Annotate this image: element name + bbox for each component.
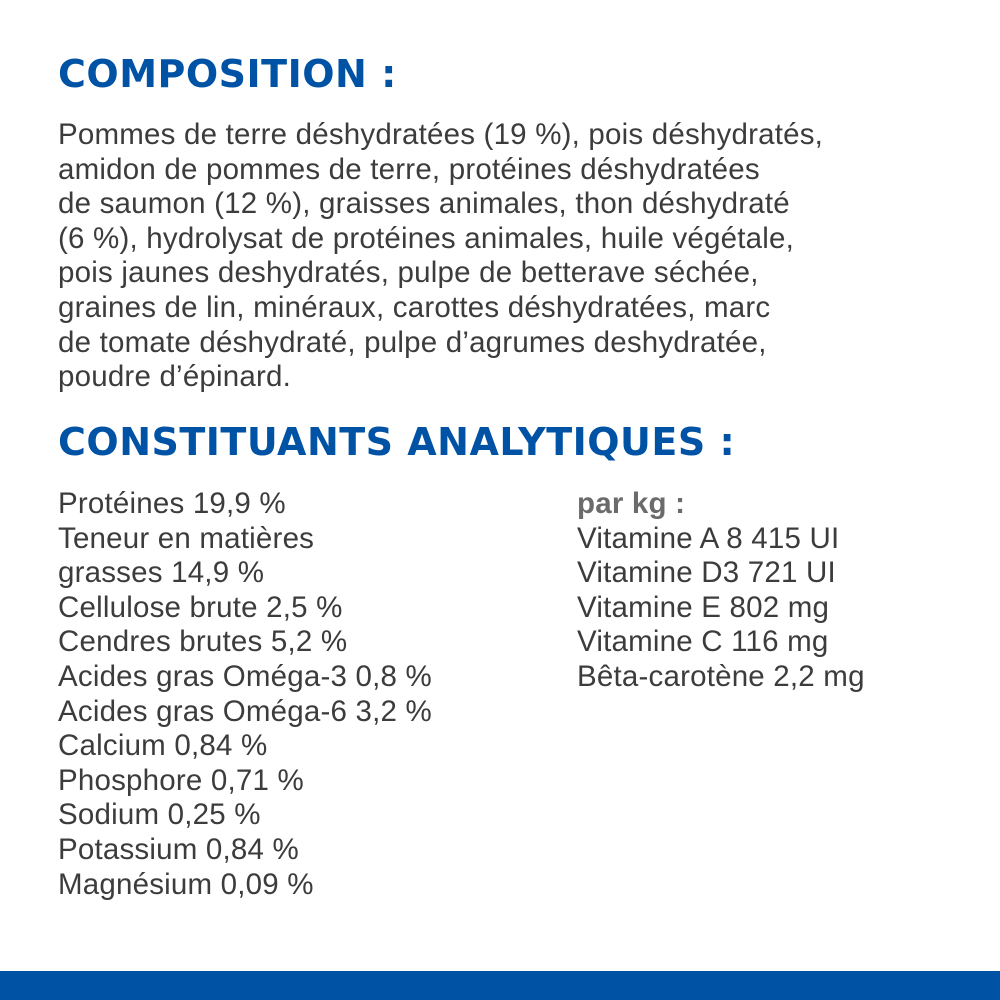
analytical-item: Phosphore 0,71 % bbox=[58, 763, 304, 797]
analytical-item: Acides gras Oméga-6 3,2 % bbox=[58, 694, 432, 728]
composition-line: graines de lin, minéraux, carottes déshydratées, marc bbox=[58, 290, 771, 324]
analytical-constituents-heading: CONSTITUANTS ANALYTIQUES : bbox=[58, 420, 736, 464]
composition-line: de saumon (12 %), graisses animales, thon déshydraté bbox=[58, 187, 790, 221]
analytical-item: Sodium 0,25 % bbox=[58, 798, 261, 832]
analytical-item: Acides gras Oméga-3 0,8 % bbox=[58, 659, 432, 693]
footer-bar bbox=[0, 971, 1000, 1000]
analytical-left-list bbox=[58, 487, 432, 902]
vitamins-list bbox=[577, 487, 865, 695]
per-kg-label: par kg : bbox=[577, 487, 686, 520]
analytical-item: grasses 14,9 % bbox=[58, 556, 265, 590]
analytical-item: Cellulose brute 2,5 % bbox=[58, 590, 343, 624]
analytical-item: Calcium 0,84 % bbox=[58, 729, 268, 763]
vitamin-item: Bêta-carotène 2,2 mg bbox=[577, 659, 865, 693]
vitamin-item: Vitamine E 802 mg bbox=[577, 590, 830, 624]
composition-line: Pommes de terre déshydratées (19 %), pois déshydratés, bbox=[58, 118, 824, 151]
composition-line: amidon de pommes de terre, protéines déshydratées bbox=[58, 152, 760, 186]
analytical-item: Protéines 19,9 % bbox=[58, 487, 286, 520]
composition-line: pois jaunes deshydratés, pulpe de betterave séchée, bbox=[58, 256, 759, 290]
composition-line: de tomate déshydraté, pulpe d’agrumes deshydratée, bbox=[58, 325, 767, 359]
composition-line: poudre d’épinard. bbox=[58, 360, 292, 394]
vitamin-item: Vitamine A 8 415 UI bbox=[577, 521, 840, 555]
analytical-item: Cendres brutes 5,2 % bbox=[58, 625, 348, 659]
vitamin-item: Vitamine D3 721 UI bbox=[577, 556, 836, 590]
composition-heading: COMPOSITION : bbox=[58, 52, 397, 96]
vitamin-item: Vitamine C 116 mg bbox=[577, 625, 829, 659]
composition-line: (6 %), hydrolysat de protéines animales, huile végétale, bbox=[58, 221, 794, 255]
analytical-item: Potassium 0,84 % bbox=[58, 832, 299, 866]
analytical-item: Teneur en matières bbox=[58, 521, 315, 555]
analytical-item: Magnésium 0,09 % bbox=[58, 867, 314, 901]
composition-text bbox=[58, 118, 988, 395]
